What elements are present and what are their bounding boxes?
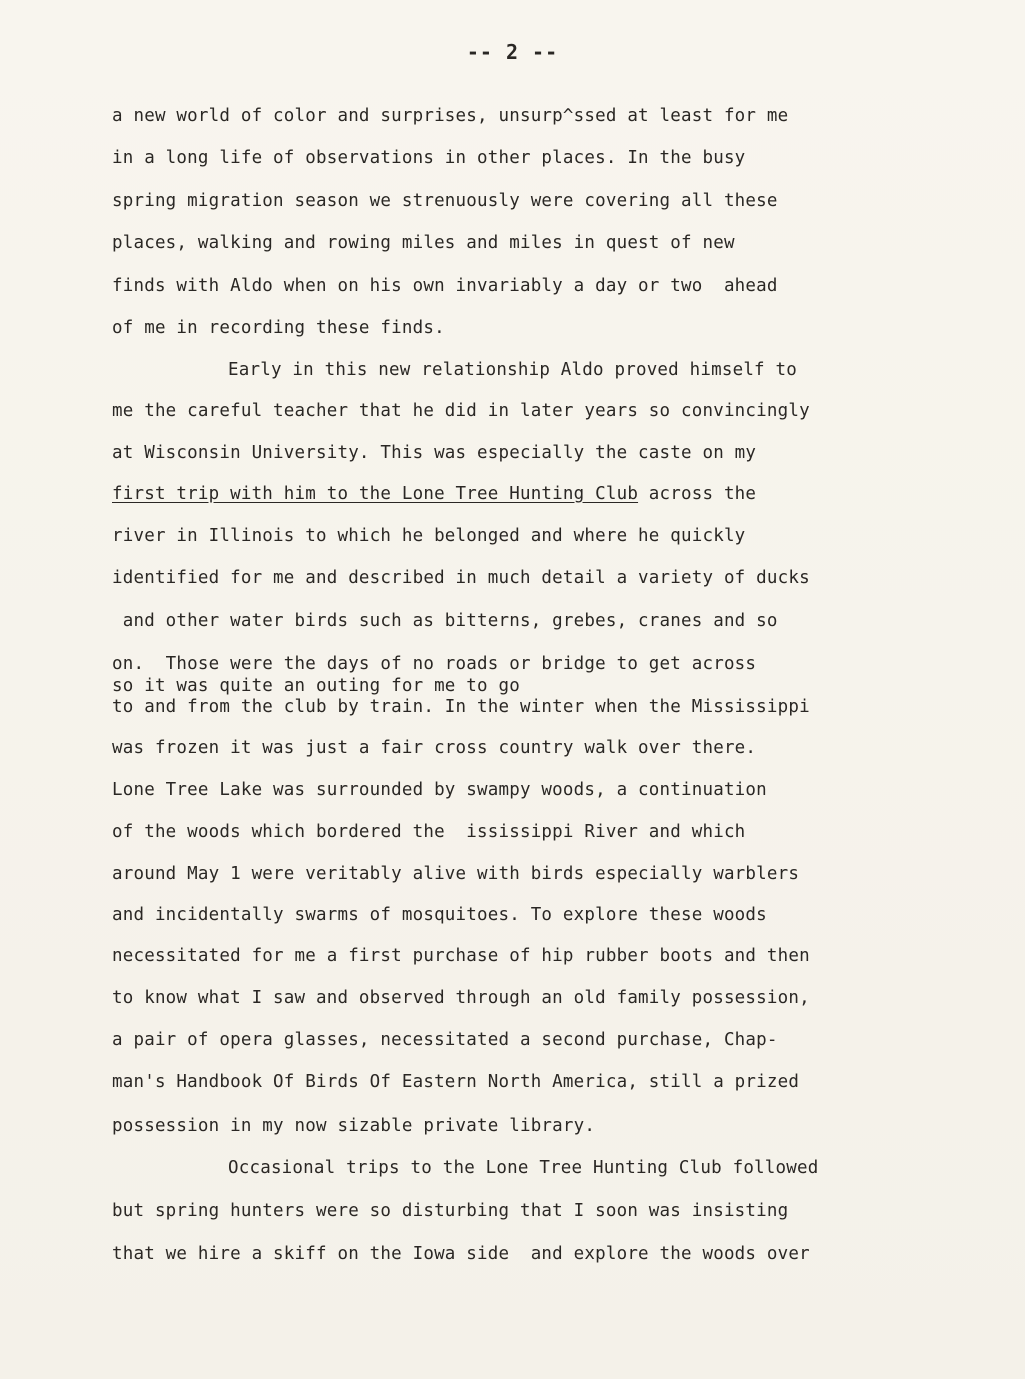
text-line: river in Illinois to which he belonged and where he quickly (112, 526, 746, 546)
text-line: a new world of color and surprises, unsurp^ssed at least for me (112, 106, 789, 126)
underlined-phrase: first trip with him to the Lone Tree Hunting Club (112, 484, 639, 504)
text-line: a pair of opera glasses, necessitated a second purchase, Chap- (112, 1030, 778, 1050)
page-number: -- 2 -- (466, 40, 559, 64)
text-line: finds with Aldo when on his own invariably a day or two ahead (112, 276, 778, 296)
text-line: identified for me and described in much detail a variety of ducks (112, 568, 810, 588)
text-line: on. Those were the days of no roads or bridge to get across (112, 654, 757, 674)
text-line: in a long life of observations in other places. In the busy (112, 148, 746, 168)
text-line: around May 1 were veritably alive with birds especially warblers (112, 864, 800, 884)
text-line-underlined (112, 484, 756, 504)
text-line: Lone Tree Lake was surrounded by swampy woods, a continuation (112, 780, 767, 800)
text-line: and other water birds such as bitterns, grebes, cranes and so (112, 611, 778, 631)
text-line: to know what I saw and observed through an old family possession, (112, 988, 810, 1008)
text-line: of me in recording these finds. (112, 318, 445, 338)
text-line: me the careful teacher that he did in later years so convincingly (112, 401, 810, 421)
text-line: and incidentally swarms of mosquitoes. To explore these woods (112, 905, 767, 925)
text-line: necessitated for me a first purchase of hip rubber boots and then (112, 946, 810, 966)
paragraph-start-line: Early in this new relationship Aldo proved himself to (228, 360, 798, 380)
line-continuation: across the (638, 484, 757, 504)
text-line: places, walking and rowing miles and miles in quest of new (112, 233, 735, 253)
paragraph-start-line: Occasional trips to the Lone Tree Hunting Club followed (228, 1158, 819, 1178)
text-line: possession in my now sizable private library. (112, 1116, 596, 1136)
text-line: man's Handbook Of Birds Of Eastern North America, still a prized (112, 1072, 800, 1092)
inserted-line: so it was quite an outing for me to go (112, 676, 520, 696)
text-line: to and from the club by train. In the winter when the Mississippi (112, 697, 810, 717)
text-line: spring migration season we strenuously were covering all these (112, 191, 778, 211)
text-line: at Wisconsin University. This was especially the caste on my (112, 443, 757, 463)
text-line: but spring hunters were so disturbing that I soon was insisting (112, 1201, 789, 1221)
text-line: of the woods which bordered the ississippi River and which (112, 822, 746, 842)
text-line: that we hire a skiff on the Iowa side and explore the woods over (112, 1244, 810, 1264)
text-line: was frozen it was just a fair cross country walk over there. (112, 738, 757, 758)
